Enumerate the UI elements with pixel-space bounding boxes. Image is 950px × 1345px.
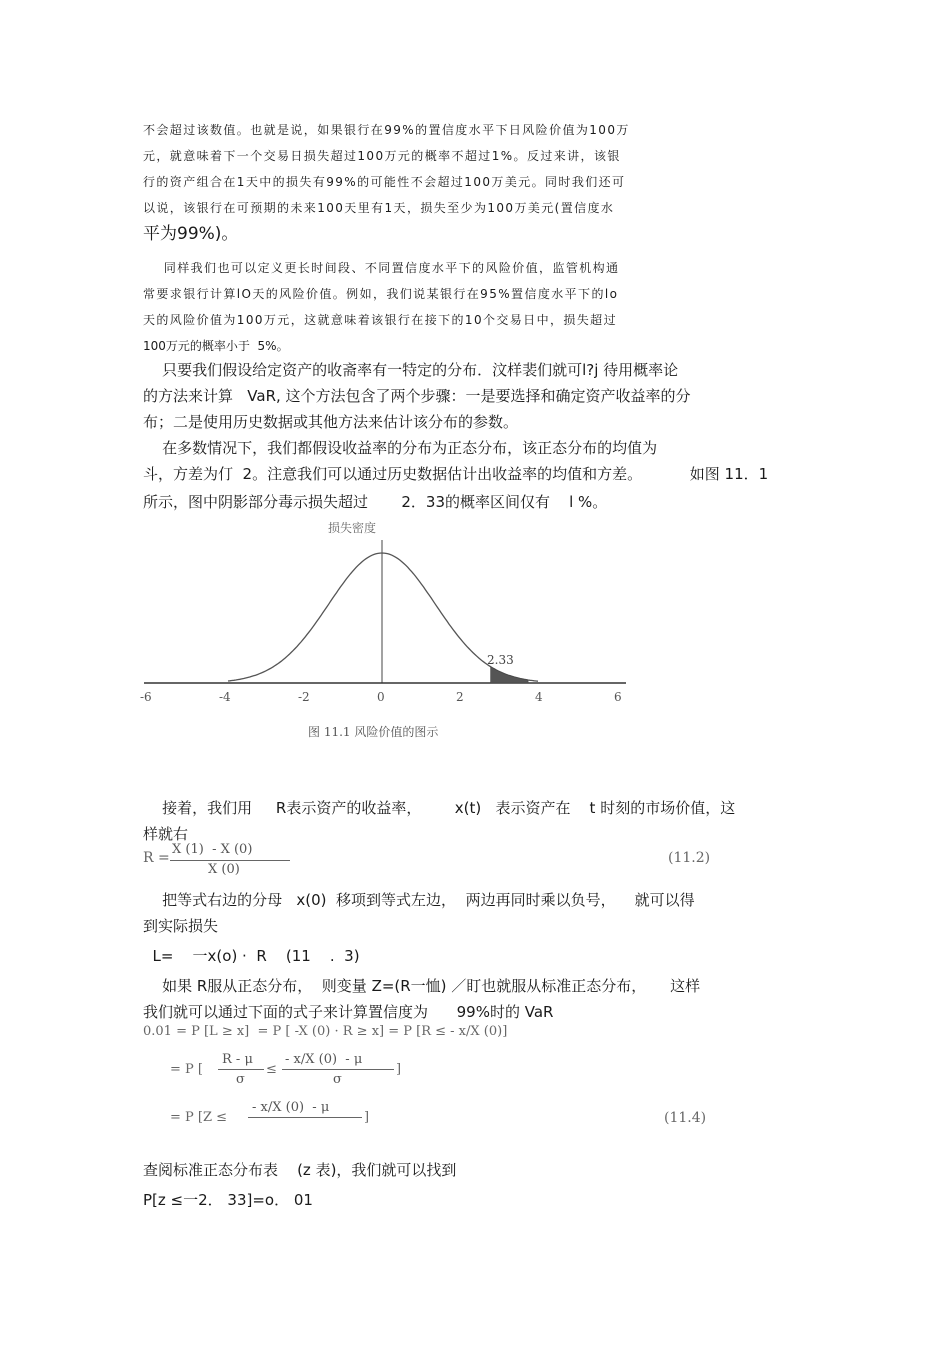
text-line: 只要我们假设给定资产的收斋率有一特定的分布．汶样裴们就可l?j 待用概率论 (143, 361, 679, 379)
eq-11-4-line2-prefix: = P [ (170, 1062, 203, 1077)
normal-distribution-figure (140, 520, 630, 750)
text-line: 我们就可以通过下面的式子来计算置信度为 99%时的 VaR (143, 1003, 554, 1021)
text-line: 接着，我们用 R表示资产的收益率， x(t) 表示资产在 t 时刻的市场价值，这 (143, 799, 736, 817)
x-tick-label: -6 (140, 690, 152, 704)
fraction-bar (282, 1069, 394, 1070)
x-tick-label: 2 (456, 690, 464, 704)
x-tick-label: 4 (535, 690, 543, 704)
text-line: 不会超过该数值。也就是说，如果银行在99%的置信度水平下日风险价值为100万 (143, 123, 630, 137)
eq-11-4-den-right: σ (333, 1072, 342, 1087)
eq-11-4-num-left: R - μ (222, 1052, 253, 1067)
text-line: 到实际损失 (143, 917, 219, 935)
fraction-bar (170, 860, 290, 861)
eq-11-4-line3-prefix: = P [Z ≤ (170, 1110, 228, 1125)
text-line: 样就右 (143, 825, 189, 843)
x-tick-label: -2 (298, 690, 310, 704)
text-line: 的方法来计算 VaR, 这个方法包含了两个步骤：一是要选择和确定资产收益率的分 (143, 387, 691, 405)
x-tick-label: 6 (614, 690, 622, 704)
text-line: 常要求银行计算lO天的风险价值。例如，我们说某银行在95%置信度水平下的lo (143, 287, 619, 301)
text-line: 以说，该银行在可预期的未来100天里有1天，损失至少为100万美元(置信度水 (143, 201, 615, 215)
eq-11-2-number: (11.2) (668, 850, 711, 866)
eq-11-3: L= 一x(o) · R (11 . 3) (143, 947, 360, 965)
text-line: 行的资产组合在1天中的损失有99%的可能性不会超过100万美元。同时我们还可 (143, 175, 626, 189)
eq-11-4-line1: 0.01 = P [L ≥ x] = P [ -X (0) · R ≥ x] = P [R ≤ - x/X (0)] (143, 1024, 508, 1039)
text-line: 布；二是使用历史数据或其他方法来估计该分布的参数。 (143, 413, 519, 431)
eq-11-2-lhs: R = (143, 850, 170, 866)
eq-11-4-number: (11.4) (664, 1110, 707, 1126)
text-line: 在多数情况下，我们都假设收益率的分布为正态分布，该正态分布的均值为 (143, 439, 658, 457)
fraction-bar (218, 1069, 264, 1070)
fraction-bar (248, 1117, 362, 1118)
text-line: 查阅标准正态分布表 (z 表)，我们就可以找到 (143, 1161, 457, 1179)
text-line: 100万元的概率小于 5%。 (143, 339, 289, 353)
text-line: 同样我们也可以定义更长时间段、不同置信度水平下的风险价值，监管机构通 (143, 261, 620, 275)
text-line: 如果 R服从正态分布， 则变量 Z=(R一恤) ／盯也就服从标准正态分布， 这样 (143, 977, 701, 995)
eq-11-2-denominator: X (0) (208, 862, 240, 877)
x-tick-labels (140, 690, 622, 704)
eq-11-4-line3-num: - x/X (0) - μ (252, 1100, 330, 1115)
figure-caption: 图 11.1 风险价值的图示 (308, 725, 439, 739)
x-tick-label: -4 (219, 690, 231, 704)
text-line: 天的风险价值为100万元，这就意味着该银行在接下的10个交易日中，损失超过 (143, 313, 617, 327)
annotation-2-33: 2.33 (487, 653, 514, 667)
eq-11-4-den-left: σ (236, 1072, 245, 1087)
eq-11-4-num-right: - x/X (0) - μ (285, 1052, 363, 1067)
eq-11-2-numerator: X (1) - X (0) (172, 842, 253, 857)
text-line: 平为99%)。 (143, 224, 239, 244)
text-line: 所示，图中阴影部分毒示损失超过 2．33的概率区间仅有 l %。 (143, 493, 608, 511)
text-line: 元，就意味着下一个交易日损失超过100万元的概率不超过1%。反过来讲，该银 (143, 149, 621, 163)
eq-11-4-le: ≤ (266, 1062, 277, 1077)
text-line: P[z ≤一2． 33]=o． 01 (143, 1191, 313, 1209)
text-line: 斗，方差为仃 2。注意我们可以通过历史数据估计出收益率的均值和方差。 如图 11．1 (143, 465, 769, 483)
eq-11-4-close: ] (364, 1110, 370, 1125)
text-line: 把等式右边的分母 x(0) 移项到等式左边， 两边再同时乘以负号， 就可以得 (143, 891, 695, 909)
figure-ylabel: 损失密度 (328, 521, 377, 535)
x-tick-label: 0 (377, 690, 385, 704)
eq-11-4-close: ] (396, 1062, 402, 1077)
